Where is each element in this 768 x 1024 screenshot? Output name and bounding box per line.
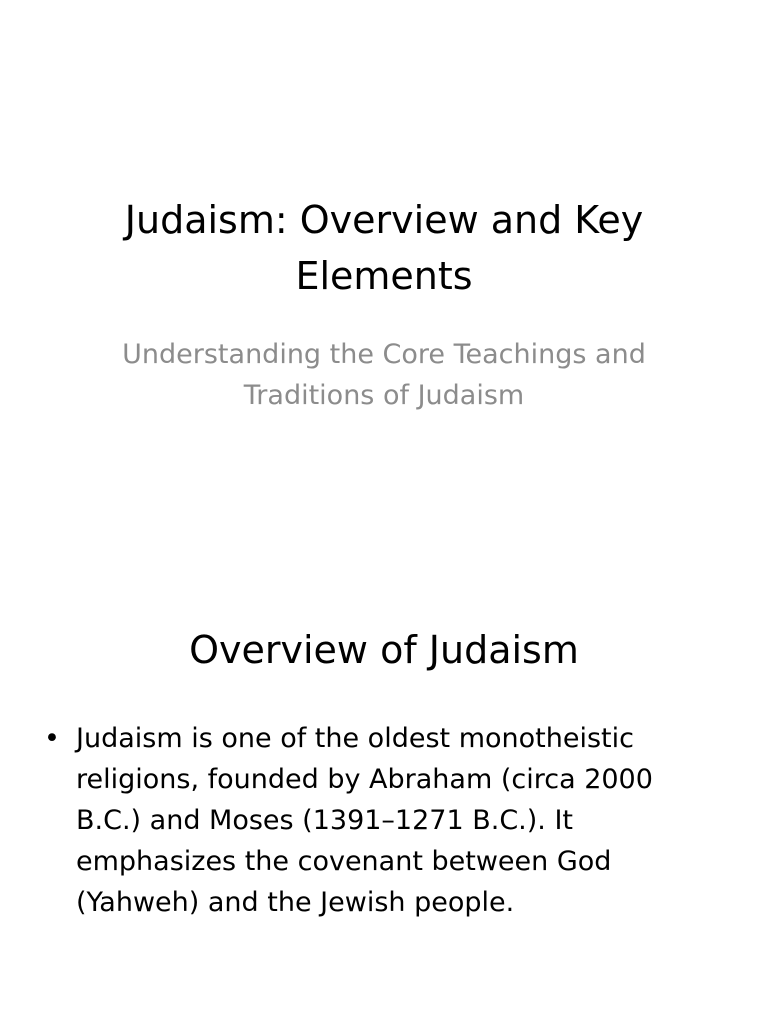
- section-title: Overview of Judaism: [189, 628, 579, 672]
- slide-title: Judaism: Overview and Key Elements: [124, 198, 644, 298]
- overview-slide: [0, 512, 768, 1024]
- list-item: [40, 718, 680, 923]
- bullet-text: Judaism is one of the oldest monotheistic religions, founded by Abraham (circa 2000 B.C.) and Moses (1391–1271 B.C.). It emphasizes the covenant between God (Yahweh) and the Jewish people.: [76, 723, 653, 918]
- bullet-list: [40, 718, 680, 923]
- bullet-marker: •: [44, 723, 60, 754]
- slide-subtitle: Understanding the Core Teachings and Traditions of Judaism: [122, 339, 646, 411]
